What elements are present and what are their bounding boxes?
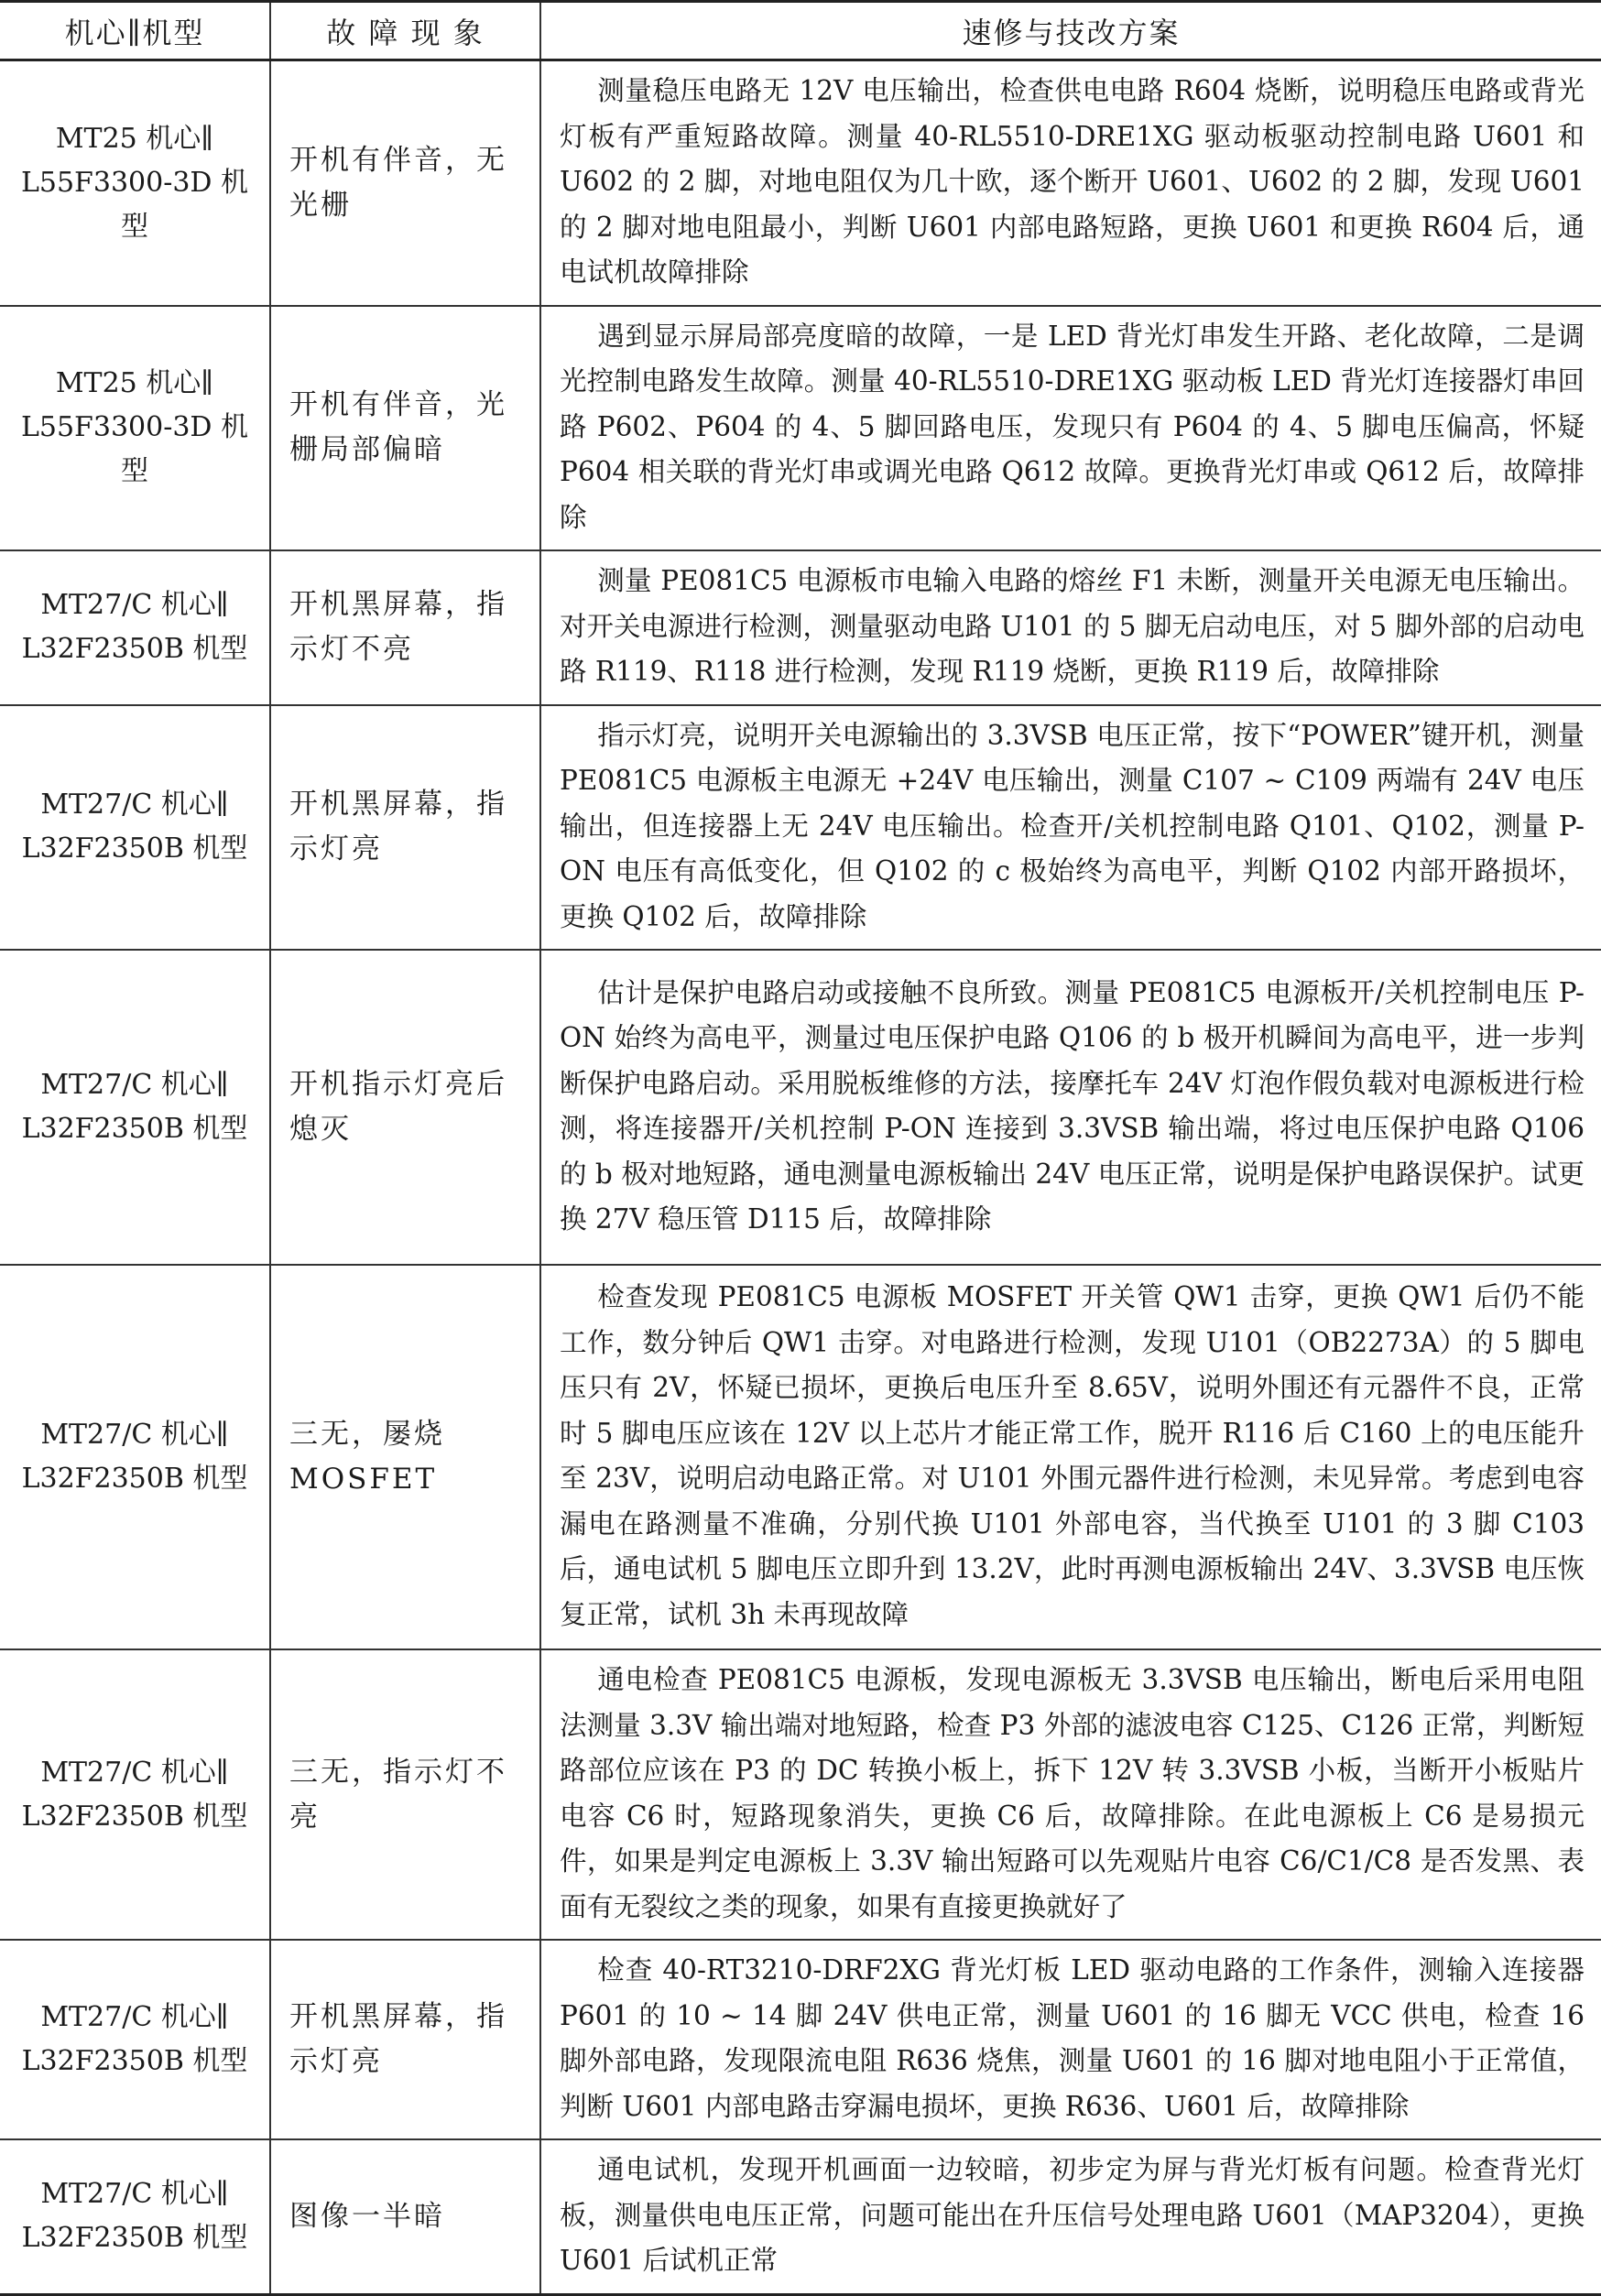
header-row <box>0 2 1601 60</box>
header-fault: 故 障 现 象 <box>270 2 540 60</box>
table-row <box>0 1649 1601 1940</box>
solution-cell: 通电检查 PE081C5 电源板，发现电源板无 3.3VSB 电压输出，断电后采用电阻法测量 3.3V 输出端对地短路，检查 P3 外部的滤波电容 C125、C126 正常，判断短路部位应该在 P3 的 DC 转换小板上，拆下 12V 转 3.3VSB 小板，当断开小板贴片电容 C6 时，短路现象消失，更换 C6 后，故障排除。在此电源板上 C6 是易损元件，如果是判定电源板上 3.3V 输出短路可以先观贴片电容 C6/C1/C8 是否发黑、表面有无裂纹之类的现象，如果有直接更换就好了 <box>540 1649 1601 1940</box>
solution-cell: 测量 PE081C5 电源板市电输入电路的熔丝 F1 未断，测量开关电源无电压输出。对开关电源进行检测，测量驱动电路 U101 的 5 脚无启动电压，对 5 脚外部的启动电路 R119、R118 进行检测，发现 R119 烧断，更换 R119 后，故障排除 <box>540 550 1601 705</box>
model-cell: MT27/C 机心∥ L32F2350B 机型 <box>0 1940 270 2139</box>
table-row <box>0 950 1601 1265</box>
solution-cell: 测量稳压电路无 12V 电压输出，检查供电电路 R604 烧断，说明稳压电路或背光灯板有严重短路故障。测量 40-RL5510-DRE1XG 驱动板驱动控制电路 U601 和 U602 的 2 脚，对地电阻仅为几十欧，逐个断开 U601、U602 的 2 脚，发现 U601 的 2 脚对地电阻最小，判断 U601 内部电路短路，更换 U601 和更换 R604 后，通电试机故障排除 <box>540 60 1601 306</box>
fault-cell: 图像一半暗 <box>270 2139 540 2294</box>
header-model: 机心∥机型 <box>0 2 270 60</box>
solution-cell: 指示灯亮，说明开关电源输出的 3.3VSB 电压正常，按下“POWER”键开机，测量 PE081C5 电源板主电源无 +24V 电压输出，测量 C107 ~ C109 两端有 24V 电压输出，但连接器上无 24V 电压输出。检查开/关机控制电路 Q101、Q102，测量 P-ON 电压有高低变化，但 Q102 的 c 极始终为高电平，判断 Q102 内部开路损坏，更换 Q102 后，故障排除 <box>540 705 1601 951</box>
solution-cell: 遇到显示屏局部亮度暗的故障，一是 LED 背光灯串发生开路、老化故障，二是调光控制电路发生故障。测量 40-RL5510-DRE1XG 驱动板 LED 背光灯连接器灯串回路 P602、P604 的 4、5 脚回路电压，发现只有 P604 的 4、5 脚电压偏高，怀疑 P604 相关联的背光灯串或调光电路 Q612 故障。更换背光灯串或 Q612 后，故障排除 <box>540 306 1601 551</box>
model-cell: MT27/C 机心∥ L32F2350B 机型 <box>0 950 270 1265</box>
solution-cell: 通电试机，发现开机画面一边较暗，初步定为屏与背光灯板有问题。检查背光灯板，测量供电电压正常，问题可能出在升压信号处理电路 U601（MAP3204），更换 U601 后试机正常 <box>540 2139 1601 2294</box>
fault-cell: 开机指示灯亮后熄灭 <box>270 950 540 1265</box>
model-cell: MT27/C 机心∥ L32F2350B 机型 <box>0 1649 270 1940</box>
solution-cell: 估计是保护电路启动或接触不良所致。测量 PE081C5 电源板开/关机控制电压 P-ON 始终为高电平，测量过电压保护电路 Q106 的 b 极开机瞬间为高电平，进一步判断保护电路启动。采用脱板维修的方法，接摩托车 24V 灯泡作假负载对电源板进行检测，将连接器开/关机控制 P-ON 连接到 3.3VSB 输出端，将过电压保护电路 Q106 的 b 极对地短路，通电测量电源板输出 24V 电压正常，说明是保护电路误保护。试更换 27V 稳压管 D115 后，故障排除 <box>540 950 1601 1265</box>
model-cell: MT25 机心∥ L55F3300-3D 机型 <box>0 306 270 551</box>
fault-cell: 开机有伴音，光栅局部偏暗 <box>270 306 540 551</box>
table-header <box>0 2 1601 60</box>
solution-cell: 检查发现 PE081C5 电源板 MOSFET 开关管 QW1 击穿，更换 QW1 后仍不能工作，数分钟后 QW1 击穿。对电路进行检测，发现 U101（OB2273A）的 5 脚电压只有 2V，怀疑已损坏，更换后电压升至 8.65V，说明外围还有元器件不良，正常时 5 脚电压应该在 12V 以上芯片才能正常工作，脱开 R116 后 C160 上的电压能升至 23V，说明启动电路正常。对 U101 外围元器件进行检测，未见异常。考虑到电容漏电在路测量不准确，分别代换 U101 外部电容，当代换至 U101 的 3 脚 C103 后，通电试机 5 脚电压立即升到 13.2V，此时再测电源板输出 24V、3.3VSB 电压恢复正常，试机 3h 未再现故障 <box>540 1265 1601 1649</box>
fault-cell: 开机黑屏幕，指示灯不亮 <box>270 550 540 705</box>
model-cell: MT27/C 机心∥ L32F2350B 机型 <box>0 550 270 705</box>
model-cell: MT27/C 机心∥ L32F2350B 机型 <box>0 1265 270 1649</box>
model-cell: MT25 机心∥ L55F3300-3D 机型 <box>0 60 270 306</box>
model-cell: MT27/C 机心∥ L32F2350B 机型 <box>0 705 270 951</box>
fault-cell: 开机有伴音，无光栅 <box>270 60 540 306</box>
table-row <box>0 2139 1601 2294</box>
fault-cell: 三无，指示灯不亮 <box>270 1649 540 1940</box>
table-row <box>0 1265 1601 1649</box>
table-row <box>0 306 1601 551</box>
fault-cell: 开机黑屏幕，指示灯亮 <box>270 705 540 951</box>
fault-cell: 开机黑屏幕，指示灯亮 <box>270 1940 540 2139</box>
table-row <box>0 60 1601 306</box>
header-solution: 速修与技改方案 <box>540 2 1601 60</box>
table-row <box>0 705 1601 951</box>
table-body <box>0 60 1601 2295</box>
solution-cell: 检查 40-RT3210-DRF2XG 背光灯板 LED 驱动电路的工作条件，测输入连接器 P601 的 10 ~ 14 脚 24V 供电正常，测量 U601 的 16 脚无 VCC 供电，检查 16 脚外部电路，发现限流电阻 R636 烧焦，测量 U601 的 16 脚对地电阻小于正常值，判断 U601 内部电路击穿漏电损坏，更换 R636、U601 后，故障排除 <box>540 1940 1601 2139</box>
table-row <box>0 550 1601 705</box>
model-cell: MT27/C 机心∥ L32F2350B 机型 <box>0 2139 270 2294</box>
table-row <box>0 1940 1601 2139</box>
fault-cell: 三无，屡烧 MOSFET <box>270 1265 540 1649</box>
